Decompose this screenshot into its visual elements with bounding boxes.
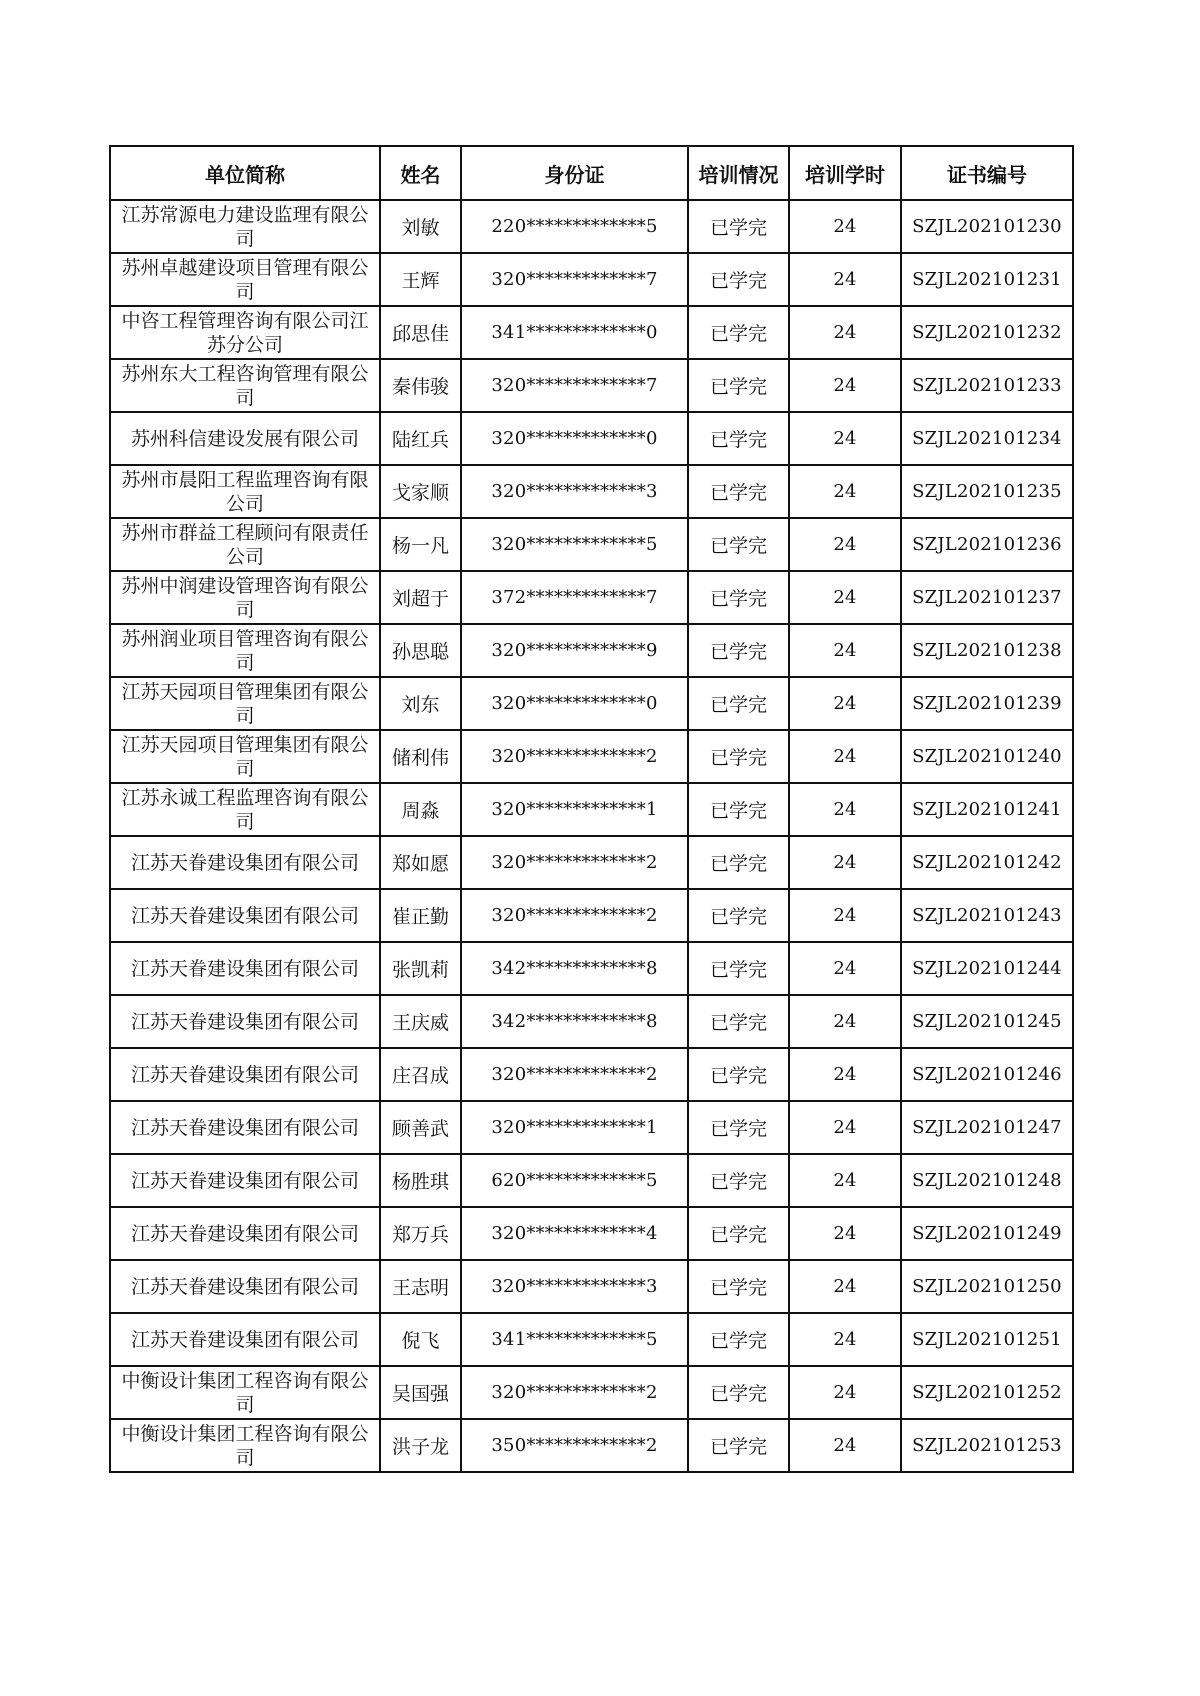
table-row <box>110 465 1073 518</box>
cell-name: 秦伟骏 <box>380 359 461 412</box>
table-row <box>110 677 1073 730</box>
header-cert: 证书编号 <box>901 146 1073 200</box>
cell-name: 郑万兵 <box>380 1207 461 1260</box>
table-row <box>110 836 1073 889</box>
cell-unit: 江苏天眷建设集团有限公司 <box>110 1260 380 1313</box>
cell-unit: 江苏常源电力建设监理有限公司 <box>110 200 380 253</box>
table-row <box>110 253 1073 306</box>
cell-name: 庄召成 <box>380 1048 461 1101</box>
cell-status: 已学完 <box>688 995 789 1048</box>
cell-cert-number: SZJL202101236 <box>901 518 1073 571</box>
cell-hours: 24 <box>789 306 901 359</box>
cell-unit: 江苏天眷建设集团有限公司 <box>110 1048 380 1101</box>
cell-status: 已学完 <box>688 1260 789 1313</box>
training-record-table <box>109 145 1074 1473</box>
cell-name: 杨胜琪 <box>380 1154 461 1207</box>
cell-hours: 24 <box>789 359 901 412</box>
cell-id-number: 320*************1 <box>461 783 688 836</box>
cell-unit: 江苏天眷建设集团有限公司 <box>110 889 380 942</box>
cell-cert-number: SZJL202101235 <box>901 465 1073 518</box>
cell-id-number: 320*************2 <box>461 1366 688 1419</box>
cell-id-number: 320*************2 <box>461 889 688 942</box>
cell-unit: 中衡设计集团工程咨询有限公司 <box>110 1419 380 1472</box>
cell-cert-number: SZJL202101234 <box>901 412 1073 465</box>
cell-cert-number: SZJL202101252 <box>901 1366 1073 1419</box>
header-name: 姓名 <box>380 146 461 200</box>
table-row <box>110 1101 1073 1154</box>
cell-unit: 江苏天眷建设集团有限公司 <box>110 942 380 995</box>
cell-status: 已学完 <box>688 306 789 359</box>
cell-unit: 苏州科信建设发展有限公司 <box>110 412 380 465</box>
cell-cert-number: SZJL202101253 <box>901 1419 1073 1472</box>
header-unit: 单位简称 <box>110 146 380 200</box>
cell-name: 洪子龙 <box>380 1419 461 1472</box>
cell-id-number: 320*************7 <box>461 359 688 412</box>
cell-hours: 24 <box>789 1048 901 1101</box>
cell-cert-number: SZJL202101238 <box>901 624 1073 677</box>
cell-hours: 24 <box>789 889 901 942</box>
header-status: 培训情况 <box>688 146 789 200</box>
cell-name: 陆红兵 <box>380 412 461 465</box>
cell-name: 刘敏 <box>380 200 461 253</box>
cell-status: 已学完 <box>688 1313 789 1366</box>
cell-hours: 24 <box>789 465 901 518</box>
cell-status: 已学完 <box>688 730 789 783</box>
table-row <box>110 571 1073 624</box>
cell-unit: 苏州市晨阳工程监理咨询有限公司 <box>110 465 380 518</box>
cell-unit: 苏州润业项目管理咨询有限公司 <box>110 624 380 677</box>
cell-name: 刘东 <box>380 677 461 730</box>
cell-cert-number: SZJL202101231 <box>901 253 1073 306</box>
cell-hours: 24 <box>789 412 901 465</box>
cell-id-number: 320*************0 <box>461 412 688 465</box>
cell-name: 刘超于 <box>380 571 461 624</box>
cell-hours: 24 <box>789 730 901 783</box>
header-row <box>110 146 1073 200</box>
cell-hours: 24 <box>789 200 901 253</box>
cell-unit: 苏州市群益工程顾问有限责任公司 <box>110 518 380 571</box>
cell-hours: 24 <box>789 1101 901 1154</box>
cell-hours: 24 <box>789 1366 901 1419</box>
cell-id-number: 341*************5 <box>461 1313 688 1366</box>
cell-hours: 24 <box>789 518 901 571</box>
cell-unit: 中衡设计集团工程咨询有限公司 <box>110 1366 380 1419</box>
cell-cert-number: SZJL202101250 <box>901 1260 1073 1313</box>
table-row <box>110 306 1073 359</box>
table-row <box>110 1154 1073 1207</box>
cell-id-number: 620*************5 <box>461 1154 688 1207</box>
cell-id-number: 320*************2 <box>461 730 688 783</box>
table-row <box>110 730 1073 783</box>
cell-name: 倪飞 <box>380 1313 461 1366</box>
cell-id-number: 320*************2 <box>461 1048 688 1101</box>
table-row <box>110 1048 1073 1101</box>
cell-id-number: 320*************2 <box>461 836 688 889</box>
cell-unit: 江苏天眷建设集团有限公司 <box>110 995 380 1048</box>
cell-cert-number: SZJL202101243 <box>901 889 1073 942</box>
table-row <box>110 889 1073 942</box>
cell-status: 已学完 <box>688 783 789 836</box>
cell-name: 邱思佳 <box>380 306 461 359</box>
cell-status: 已学完 <box>688 889 789 942</box>
cell-unit: 江苏天园项目管理集团有限公司 <box>110 730 380 783</box>
cell-name: 郑如愿 <box>380 836 461 889</box>
cell-hours: 24 <box>789 1207 901 1260</box>
cell-unit: 江苏天园项目管理集团有限公司 <box>110 677 380 730</box>
cell-cert-number: SZJL202101247 <box>901 1101 1073 1154</box>
cell-cert-number: SZJL202101241 <box>901 783 1073 836</box>
cell-name: 戈家顺 <box>380 465 461 518</box>
cell-cert-number: SZJL202101251 <box>901 1313 1073 1366</box>
cell-unit: 江苏天眷建设集团有限公司 <box>110 1313 380 1366</box>
cell-id-number: 320*************7 <box>461 253 688 306</box>
cell-cert-number: SZJL202101242 <box>901 836 1073 889</box>
table-row <box>110 412 1073 465</box>
cell-id-number: 320*************9 <box>461 624 688 677</box>
cell-status: 已学完 <box>688 1366 789 1419</box>
cell-name: 王辉 <box>380 253 461 306</box>
cell-unit: 苏州东大工程咨询管理有限公司 <box>110 359 380 412</box>
table-row <box>110 200 1073 253</box>
cell-name: 王志明 <box>380 1260 461 1313</box>
cell-id-number: 320*************1 <box>461 1101 688 1154</box>
cell-status: 已学完 <box>688 624 789 677</box>
cell-status: 已学完 <box>688 359 789 412</box>
cell-status: 已学完 <box>688 1207 789 1260</box>
table-row <box>110 1207 1073 1260</box>
cell-hours: 24 <box>789 253 901 306</box>
cell-id-number: 342*************8 <box>461 942 688 995</box>
cell-id-number: 320*************3 <box>461 465 688 518</box>
cell-hours: 24 <box>789 942 901 995</box>
cell-id-number: 320*************4 <box>461 1207 688 1260</box>
table-body <box>110 200 1073 1472</box>
cell-hours: 24 <box>789 1419 901 1472</box>
table-row <box>110 1419 1073 1472</box>
cell-unit: 江苏天眷建设集团有限公司 <box>110 1154 380 1207</box>
cell-unit: 江苏天眷建设集团有限公司 <box>110 1207 380 1260</box>
table-row <box>110 1366 1073 1419</box>
cell-hours: 24 <box>789 571 901 624</box>
header-hours: 培训学时 <box>789 146 901 200</box>
cell-unit: 江苏永诚工程监理咨询有限公司 <box>110 783 380 836</box>
cell-status: 已学完 <box>688 1048 789 1101</box>
cell-status: 已学完 <box>688 836 789 889</box>
table-row <box>110 624 1073 677</box>
cell-name: 杨一凡 <box>380 518 461 571</box>
cell-id-number: 320*************5 <box>461 518 688 571</box>
cell-name: 王庆威 <box>380 995 461 1048</box>
cell-cert-number: SZJL202101244 <box>901 942 1073 995</box>
cell-cert-number: SZJL202101248 <box>901 1154 1073 1207</box>
table-row <box>110 359 1073 412</box>
cell-hours: 24 <box>789 783 901 836</box>
cell-cert-number: SZJL202101245 <box>901 995 1073 1048</box>
cell-name: 吴国强 <box>380 1366 461 1419</box>
cell-name: 张凯莉 <box>380 942 461 995</box>
cell-name: 顾善武 <box>380 1101 461 1154</box>
cell-status: 已学完 <box>688 465 789 518</box>
table-row <box>110 1260 1073 1313</box>
cell-hours: 24 <box>789 1154 901 1207</box>
cell-cert-number: SZJL202101240 <box>901 730 1073 783</box>
cell-unit: 苏州中润建设管理咨询有限公司 <box>110 571 380 624</box>
cell-status: 已学完 <box>688 200 789 253</box>
cell-id-number: 350*************2 <box>461 1419 688 1472</box>
cell-hours: 24 <box>789 1260 901 1313</box>
cell-id-number: 220*************5 <box>461 200 688 253</box>
cell-unit: 中咨工程管理咨询有限公司江苏分公司 <box>110 306 380 359</box>
cell-id-number: 320*************3 <box>461 1260 688 1313</box>
cell-cert-number: SZJL202101232 <box>901 306 1073 359</box>
cell-name: 孙思聪 <box>380 624 461 677</box>
cell-status: 已学完 <box>688 253 789 306</box>
cell-cert-number: SZJL202101233 <box>901 359 1073 412</box>
cell-status: 已学完 <box>688 1101 789 1154</box>
cell-id-number: 372*************7 <box>461 571 688 624</box>
cell-cert-number: SZJL202101249 <box>901 1207 1073 1260</box>
table-row <box>110 783 1073 836</box>
cell-name: 储利伟 <box>380 730 461 783</box>
cell-hours: 24 <box>789 995 901 1048</box>
cell-id-number: 320*************0 <box>461 677 688 730</box>
cell-status: 已学完 <box>688 942 789 995</box>
cell-status: 已学完 <box>688 412 789 465</box>
table-row <box>110 518 1073 571</box>
cell-cert-number: SZJL202101230 <box>901 200 1073 253</box>
table-row <box>110 1313 1073 1366</box>
cell-hours: 24 <box>789 677 901 730</box>
cell-unit: 苏州卓越建设项目管理有限公司 <box>110 253 380 306</box>
cell-status: 已学完 <box>688 1154 789 1207</box>
cell-id-number: 341*************0 <box>461 306 688 359</box>
table-row <box>110 995 1073 1048</box>
cell-hours: 24 <box>789 624 901 677</box>
cell-unit: 江苏天眷建设集团有限公司 <box>110 1101 380 1154</box>
header-id: 身份证 <box>461 146 688 200</box>
cell-status: 已学完 <box>688 1419 789 1472</box>
cell-cert-number: SZJL202101237 <box>901 571 1073 624</box>
cell-name: 周淼 <box>380 783 461 836</box>
cell-hours: 24 <box>789 1313 901 1366</box>
cell-name: 崔正勤 <box>380 889 461 942</box>
cell-status: 已学完 <box>688 677 789 730</box>
table-row <box>110 942 1073 995</box>
cell-hours: 24 <box>789 836 901 889</box>
cell-cert-number: SZJL202101239 <box>901 677 1073 730</box>
cell-unit: 江苏天眷建设集团有限公司 <box>110 836 380 889</box>
cell-status: 已学完 <box>688 571 789 624</box>
cell-status: 已学完 <box>688 518 789 571</box>
cell-id-number: 342*************8 <box>461 995 688 1048</box>
cell-cert-number: SZJL202101246 <box>901 1048 1073 1101</box>
